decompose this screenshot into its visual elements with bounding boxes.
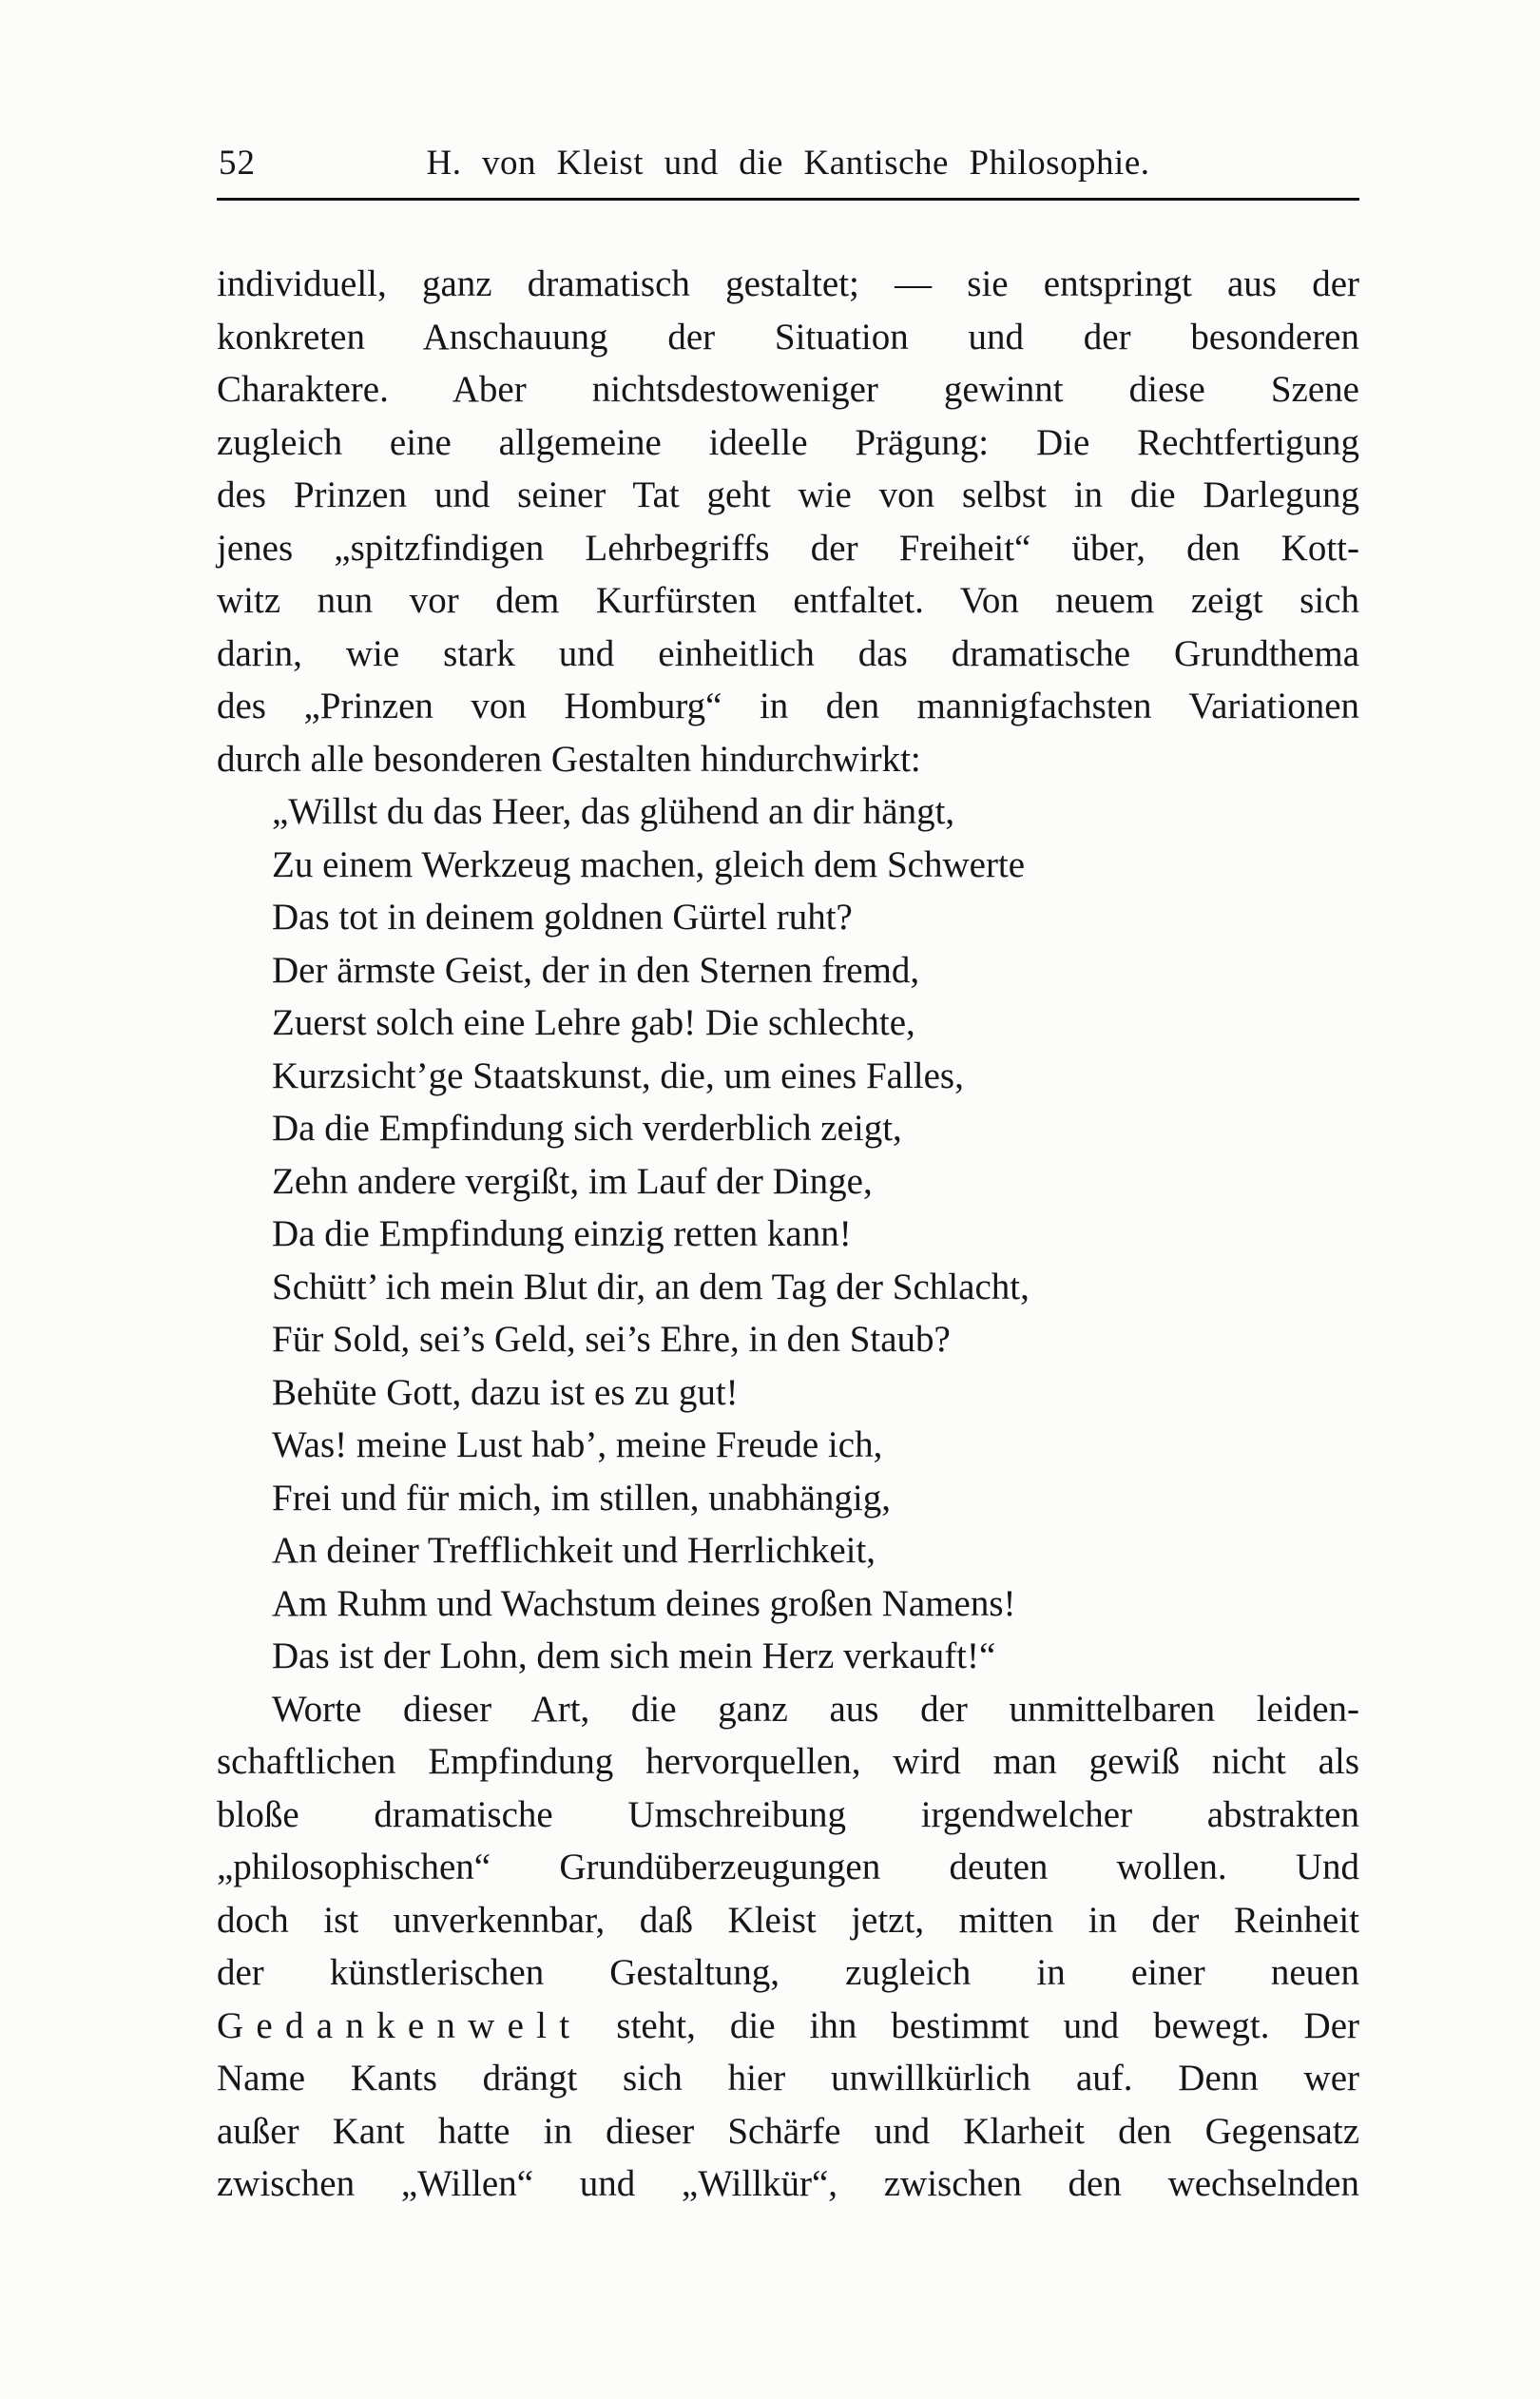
verse-line: Zu einem Werkzeug machen, gleich dem Schwerte (272, 843, 1026, 885)
verse-line: Am Ruhm und Wachstum deines großen Namens! (272, 1582, 1016, 1624)
text-line: doch ist unverkennbar, daß Kleist jetzt, mitten in der Reinheit (217, 1899, 1359, 1941)
verse-line: Das ist der Lohn, dem sich mein Herz verkauft!“ (272, 1635, 996, 1676)
text-line: des Prinzen und seiner Tat geht wie von selbst in die Darlegung (217, 474, 1359, 515)
verse-line: Der ärmste Geist, der in den Sternen fremd, (272, 949, 920, 991)
text-line: „philosophischen“ Grundüberzeugungen deuten wollen. Und (217, 1847, 1359, 1887)
verse-line: Frei und für mich, im stillen, unabhängig, (272, 1477, 891, 1519)
verse-line: Zehn andere vergißt, im Lauf der Dinge, (272, 1160, 873, 1202)
verse-line: Da die Empfindung sich verderblich zeigt, (272, 1108, 902, 1149)
running-title: H. von Kleist und die Kantische Philosophie. (426, 144, 1150, 183)
verse-line: Schütt’ ich mein Blut dir, an dem Tag der Schlacht, (272, 1266, 1030, 1307)
text-line: zugleich eine allgemeine ideelle Prägung: Die Rechtfertigung (217, 421, 1359, 463)
verse-line: An deiner Trefflichkeit und Herrlichkeit, (272, 1530, 876, 1571)
poem-quotation (217, 785, 1359, 1683)
text-line-sperrsatz (217, 2000, 1359, 2053)
body-text (217, 258, 1359, 2211)
text-line: konkreten Anschauung der Situation und der besonderen (217, 316, 1359, 358)
line-remainder: steht, die ihn bestimmt und bewegt. Der (616, 2004, 1360, 2046)
verse-line: Kurzsicht’ge Staatskunst, die, um eines Falles, (272, 1054, 964, 1096)
header-rule (217, 198, 1359, 201)
text-line: außer Kant hatte in dieser Schärfe und Klarheit den Gegensatz (217, 2110, 1359, 2152)
verse-line: Was! meine Lust hab’, meine Freude ich, (272, 1424, 883, 1465)
page-number: 52 (219, 144, 256, 183)
text-line: des „Prinzen von Homburg“ in den mannigfachsten Variationen (217, 686, 1359, 726)
text-line: durch alle besonderen Gestalten hindurchwirkt: (217, 738, 921, 780)
verse-line: „Willst du das Heer, das glühend an dir hängt, (272, 791, 955, 832)
text-line: Worte dieser Art, die ganz aus der unmittelbaren leiden- (272, 1688, 1359, 1730)
verse-line: Da die Empfindung einzig retten kann! (272, 1213, 852, 1254)
text-line: darin, wie stark und einheitlich das dramatische Grundthema (217, 632, 1359, 674)
text-line: Charaktere. Aber nichtsdestoweniger gewinnt diese Szene (217, 369, 1359, 410)
text-line: Name Kants drängt sich hier unwillkürlich auf. Denn wer (217, 2058, 1359, 2099)
text-line: jenes „spitzfindigen Lehrbegriffs der Freiheit“ über, den Kott- (217, 527, 1359, 569)
letter-spaced-word: Gedankenwelt (217, 2004, 583, 2046)
verse-line: Behüte Gott, dazu ist es zu gut! (272, 1371, 739, 1413)
text-line: zwischen „Willen“ und „Willkür“, zwischen den wechselnden (217, 2163, 1359, 2204)
text-column (217, 143, 1359, 2211)
paragraph-2 (217, 1683, 1359, 2211)
verse-line: Das tot in deinem goldnen Gürtel ruht? (272, 897, 853, 938)
text-line: bloße dramatische Umschreibung irgendwelcher abstrakten (217, 1793, 1359, 1835)
verse-line: Für Sold, sei’s Geld, sei’s Ehre, in den Staub? (272, 1319, 951, 1360)
text-line: individuell, ganz dramatisch gestaltet; — sie entspringt aus der (217, 263, 1359, 304)
text-line: witz nun vor dem Kurfürsten entfaltet. Von neuem zeigt sich (217, 580, 1359, 621)
text-line: schaftlichen Empfindung hervorquellen, wird man gewiß nicht als (217, 1741, 1359, 1782)
paragraph-1 (217, 258, 1359, 785)
page-header (217, 143, 1359, 188)
text-line: der künstlerischen Gestaltung, zugleich in einer neuen (217, 1952, 1359, 1993)
verse-line: Zuerst solch eine Lehre gab! Die schlechte, (272, 1002, 915, 1043)
